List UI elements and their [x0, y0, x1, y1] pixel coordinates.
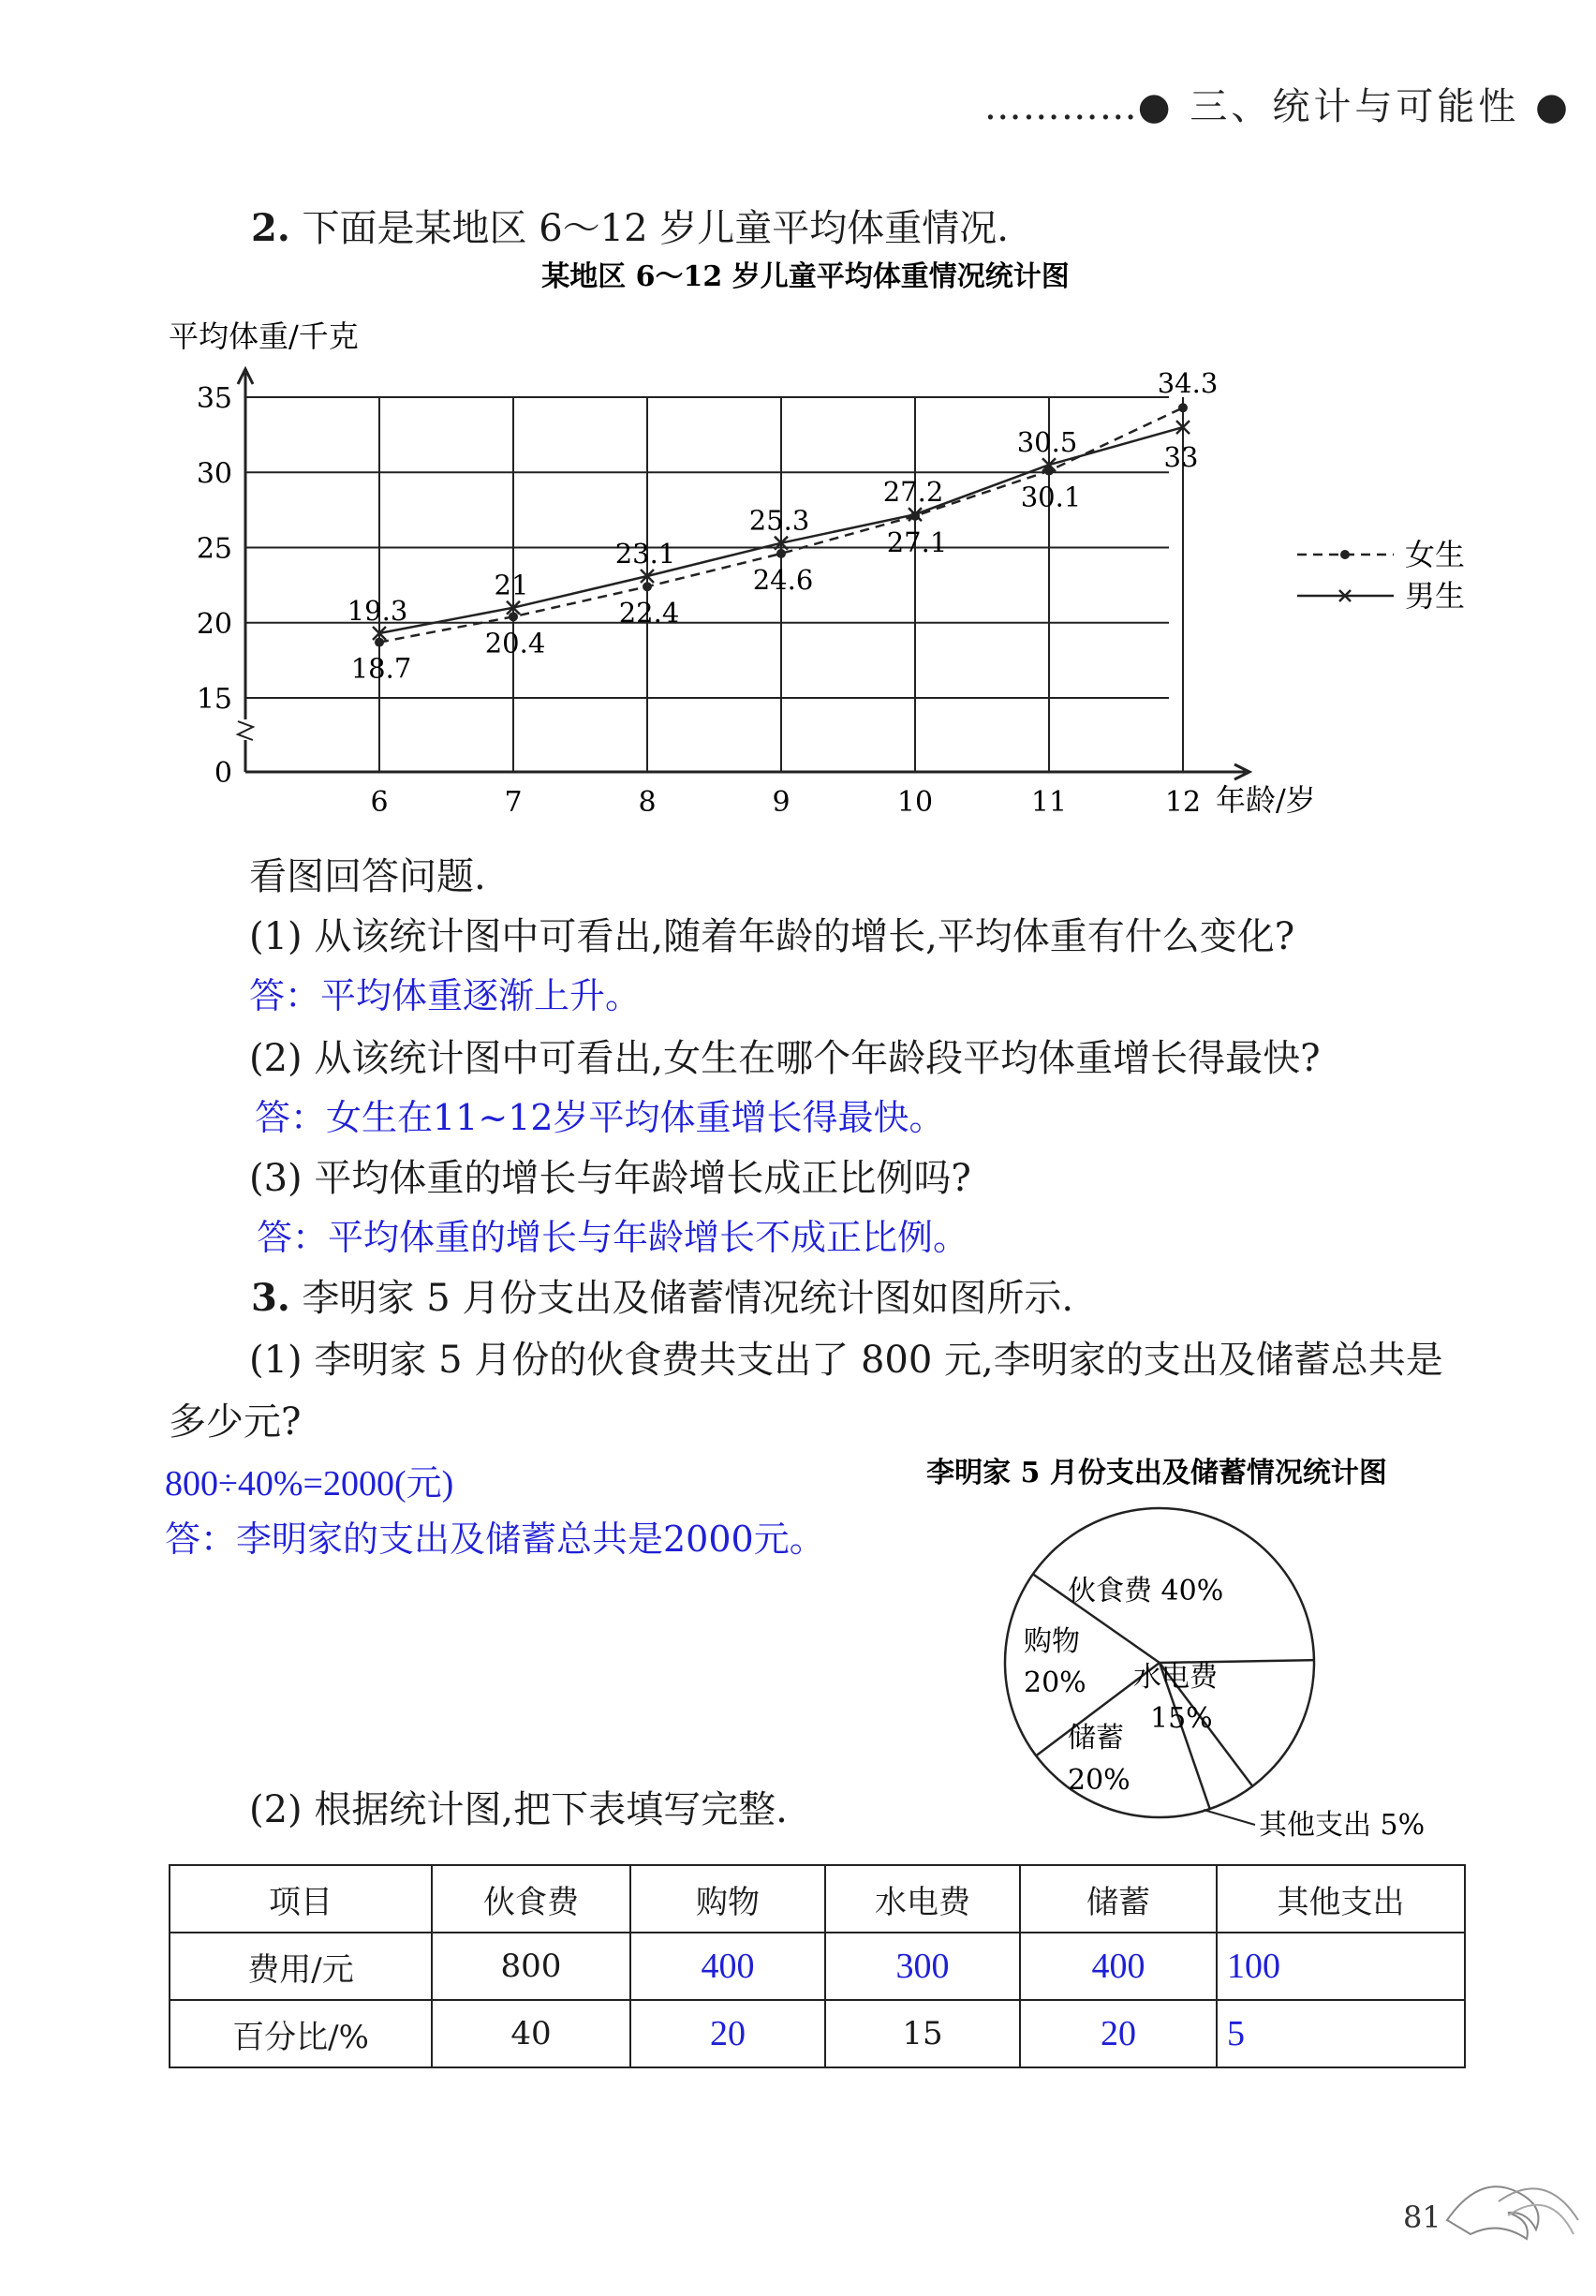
q2-answer3: 答：平均体重的增长与年龄增长不成正比例。	[257, 1217, 969, 1258]
line-chart-x-axis-label: 年龄/岁	[1216, 782, 1316, 818]
pie-label-shopping: 购物	[1024, 1625, 1080, 1658]
x-tick-label: 12	[1164, 786, 1202, 819]
pie-label-savings: 储蓄	[1068, 1722, 1124, 1755]
pie-label-shopping-pct: 20%	[1024, 1666, 1086, 1699]
x-tick-label: 10	[896, 786, 934, 819]
q2-sub3: (3) 平均体重的增长与年龄增长成正比例吗?	[249, 1157, 971, 1200]
pie-label-savings-pct: 20%	[1068, 1764, 1130, 1797]
y-tick-label: 30	[196, 457, 232, 491]
data-label-boys: 25.3	[748, 504, 810, 537]
q3-sub1-line1: (1) 李明家 5 月份的伙食费共支出了 800 元,李明家的支出及储蓄总共是	[249, 1339, 1443, 1382]
table-header-cell: 项目	[170, 1865, 432, 1933]
legend-marker-girls	[1340, 550, 1350, 559]
pie-label-utilities-pct: 15%	[1150, 1702, 1213, 1735]
line-chart	[0, 0, 1596, 843]
q3-body: 李明家 5 月份支出及储蓄情况统计图如图所示.	[302, 1277, 1074, 1320]
table-cell-filled: 300	[825, 1933, 1020, 2000]
q3-sub2: (2) 根据统计图,把下表填写完整.	[249, 1788, 788, 1831]
table-cell-filled: 400	[630, 1933, 825, 2000]
q2-sub1: (1) 从该统计图中可看出,随着年龄的增长,平均体重有什么变化?	[249, 915, 1295, 958]
header-dots: …………	[983, 85, 1138, 128]
q2-answer1: 答：平均体重逐渐上升。	[249, 975, 642, 1016]
y-tick-label: 35	[196, 382, 232, 415]
section-header: …………● 三、统计与可能性 ●	[983, 85, 1572, 128]
x-tick-label: 11	[1030, 786, 1068, 819]
data-label-girls: 18.7	[350, 652, 412, 685]
data-label-boys: 19.3	[347, 594, 408, 627]
data-label-girls: 24.6	[752, 563, 814, 596]
data-label-boys: 21	[494, 569, 529, 601]
y-tick-label: 20	[196, 607, 232, 641]
page-number: 81	[1403, 2200, 1441, 2235]
q2-sub2: (2) 从该统计图中可看出,女生在哪个年龄段平均体重增长得最快?	[249, 1037, 1321, 1080]
line-chart-y-axis-label: 平均体重/千克	[169, 318, 359, 354]
data-point-girls	[776, 549, 786, 558]
q3-number: 3.	[251, 1276, 290, 1320]
data-point-girls	[375, 638, 384, 647]
data-label-girls: 20.4	[484, 627, 546, 659]
data-label-girls: 30.1	[1020, 481, 1082, 513]
table-cell: 15	[825, 2000, 1020, 2067]
table-header-cell: 水电费	[825, 1865, 1020, 1933]
x-tick-label: 7	[504, 786, 523, 819]
pie-leader-line	[1204, 1810, 1255, 1825]
table-cell-filled: 5	[1217, 2000, 1465, 2067]
q2-look: 看图回答问题.	[249, 855, 486, 898]
x-tick-label: 6	[370, 786, 389, 819]
q3-calc: 800÷40%=2000(元)	[165, 1464, 454, 1504]
table-row-percent	[170, 2000, 1465, 2067]
table-cell-filled: 20	[1020, 2000, 1217, 2067]
table-cell: 40	[432, 2000, 630, 2067]
data-label-girls: 34.3	[1157, 367, 1219, 400]
x-tick-label: 8	[638, 786, 657, 819]
legend-label-boys: 男生	[1405, 578, 1466, 614]
pie-chart	[843, 1433, 1596, 1845]
header-section-title: 三、统计与可能性	[1190, 85, 1520, 128]
table-cell-filled: 100	[1217, 1933, 1465, 2000]
expense-table	[169, 1864, 1466, 2068]
q2-body: 下面是某地区 6～12 岁儿童平均体重情况.	[302, 207, 1009, 250]
q3-answer1: 答：李明家的支出及储蓄总共是2000元。	[165, 1518, 825, 1560]
data-point-girls	[509, 612, 518, 621]
data-label-boys: 23.1	[614, 537, 676, 570]
y-axis-break	[238, 721, 253, 740]
table-row-cost	[170, 1933, 1465, 2000]
wave-ornament-icon	[1442, 2164, 1583, 2248]
table-header-row	[170, 1865, 1465, 1933]
pie-label-food: 伙食费 40%	[1068, 1575, 1224, 1607]
data-point-girls	[643, 582, 652, 591]
table-cell-filled: 400	[1020, 1933, 1217, 2000]
x-tick-label: 9	[772, 786, 791, 819]
y-tick-label: 15	[196, 683, 232, 716]
y-tick-label: 25	[196, 532, 232, 566]
table-row-label: 百分比/%	[170, 2000, 432, 2067]
line-chart-title: 某地区 6～12 岁儿童平均体重情况统计图	[541, 260, 1070, 293]
table-header-cell: 储蓄	[1020, 1865, 1217, 1933]
y-tick-label: 0	[214, 757, 232, 790]
q2-number: 2.	[251, 206, 290, 250]
q2-answer2: 答：女生在11~12岁平均体重增长得最快。	[255, 1097, 945, 1138]
data-point-girls	[1178, 403, 1188, 412]
q3-sub1-line2: 多少元?	[169, 1400, 302, 1444]
data-label-boys: 33	[1163, 441, 1199, 474]
table-header-cell: 购物	[630, 1865, 825, 1933]
table-row-label: 费用/元	[170, 1933, 432, 2000]
data-label-girls: 27.1	[886, 526, 948, 558]
table-cell-filled: 20	[630, 2000, 825, 2067]
pie-label-utilities: 水电费	[1133, 1661, 1218, 1694]
data-label-girls: 22.4	[618, 597, 680, 630]
legend-label-girls: 女生	[1405, 537, 1466, 572]
table-header-cell: 伙食费	[432, 1865, 630, 1933]
table-cell: 800	[432, 1933, 630, 2000]
q3-text	[251, 1268, 1073, 1322]
data-label-boys: 30.5	[1016, 426, 1078, 459]
data-label-boys: 27.2	[882, 476, 944, 509]
pie-chart-title: 李明家 5 月份支出及储蓄情况统计图	[926, 1457, 1387, 1489]
pie-label-other: 其他支出 5%	[1259, 1809, 1426, 1842]
table-header-cell: 其他支出	[1217, 1865, 1465, 1933]
